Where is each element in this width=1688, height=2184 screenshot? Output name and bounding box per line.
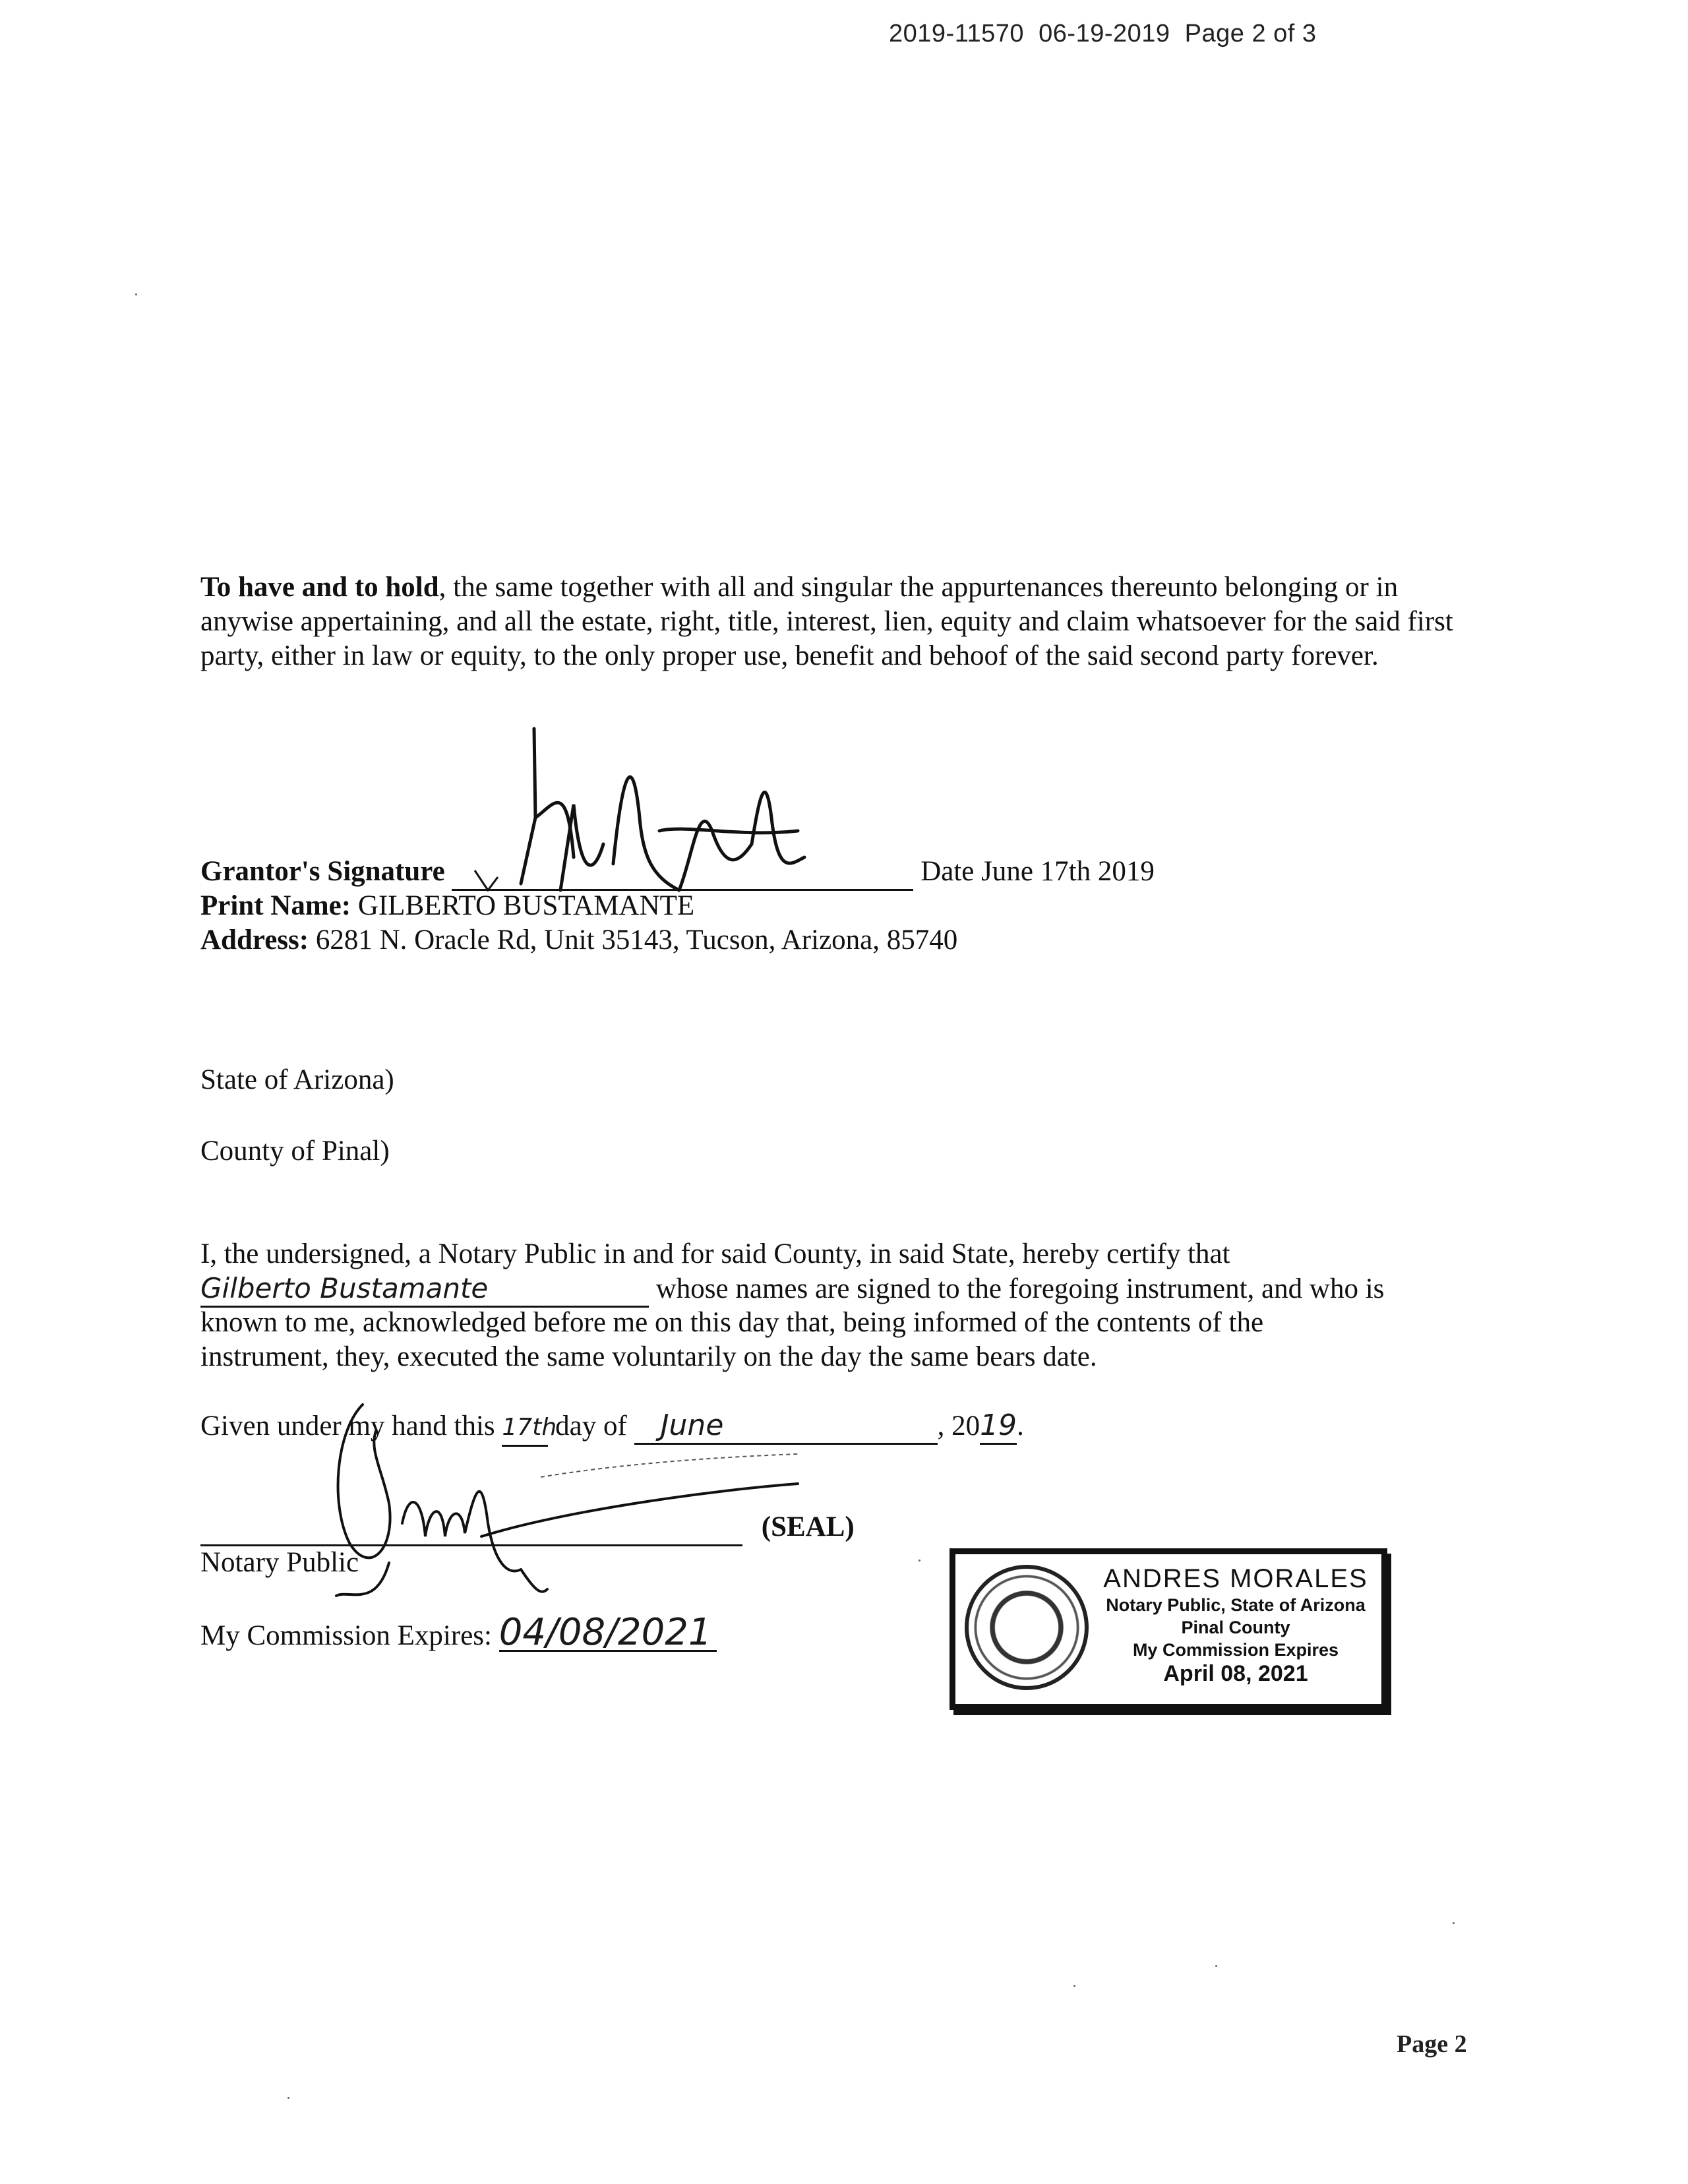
given-year: 19 [980, 1409, 1017, 1445]
notary-signature-blank [200, 1510, 742, 1546]
given-month: June [634, 1409, 938, 1445]
venue-state: State of Arizona) [200, 1064, 394, 1095]
habendum-text: , the same together with all and singular the appurtenances thereunto belonging or in anywise appertaining, and all the estate, right, title, interest, lien, equity and claim whatsoever for the said first party, either in law or equity, to the only proper use, benefit and behoof of the said second party forever. [200, 572, 1453, 671]
ack-handwritten-name: Gilberto Bustamante [200, 1271, 649, 1308]
notary-title: Notary Public [200, 1547, 359, 1578]
ack-line-4: instrument, they, executed the same voluntarily on the day the same bears date. [200, 1341, 1097, 1372]
grantor-signature-label: Grantor's Signature [200, 856, 445, 887]
commission-line [200, 1611, 717, 1654]
grantor-date: Date June 17th 2019 [920, 856, 1155, 887]
scan-speck [287, 2097, 289, 2099]
given-suffix: . [1017, 1410, 1024, 1441]
notary-stamp-text [1087, 1563, 1384, 1686]
stamp-line-1: Notary Public, State of Arizona [1106, 1595, 1366, 1615]
habendum-lead: To have and to hold [200, 572, 439, 603]
scan-speck [135, 293, 137, 295]
stamp-line-4: April 08, 2021 [1163, 1661, 1308, 1686]
notary-signature-line [200, 1510, 855, 1546]
scan-speck [1453, 1922, 1455, 1924]
address-label: Address: [200, 925, 309, 956]
commission-date: 04/08/2021 [499, 1616, 717, 1652]
given-day-of: day of [555, 1410, 627, 1441]
ack-line-2 [200, 1271, 1384, 1308]
recording-stamp: 2019-11570 06-19-2019 Page 2 of 3 [889, 20, 1317, 47]
address-line [200, 923, 957, 957]
notary-signature-scribble [290, 1391, 884, 1609]
given-prefix: Given under my hand this [200, 1410, 495, 1441]
ack-line-2-tail: whose names are signed to the foregoing instrument, and who is [655, 1273, 1385, 1304]
commission-label: My Commission Expires: [200, 1620, 492, 1651]
given-year-prefix: , 20 [937, 1410, 980, 1441]
scan-speck [1073, 1985, 1075, 1987]
habendum-paragraph [200, 570, 1473, 673]
notary-stamp [950, 1548, 1387, 1710]
grantor-signature-line [200, 855, 1155, 891]
print-name-line [200, 889, 694, 923]
page-number: Page 2 [1397, 2030, 1467, 2058]
arizona-seal-icon [965, 1565, 1089, 1690]
stamp-line-3: My Commission Expires [1132, 1640, 1339, 1660]
print-name-value: GILBERTO BUSTAMANTE [357, 890, 695, 921]
stamp-notary-name: ANDRES MORALES [1103, 1564, 1368, 1593]
scan-speck [919, 1560, 920, 1562]
ack-line-1: I, the undersigned, a Notary Public in and for said County, in said State, hereby certify that [200, 1238, 1230, 1269]
given-day: 17th [502, 1410, 548, 1447]
address-value: 6281 N. Oracle Rd, Unit 35143, Tucson, Arizona, 85740 [315, 925, 958, 956]
venue-county: County of Pinal) [200, 1136, 390, 1167]
ack-line-3: known to me, acknowledged before me on this day that, being informed of the contents of the [200, 1307, 1264, 1338]
stamp-line-2: Pinal County [1181, 1618, 1290, 1637]
seal-label: (SEAL) [761, 1511, 855, 1542]
grantor-signature-blank [452, 855, 913, 891]
print-name-label: Print Name: [200, 890, 351, 921]
scan-speck [1215, 1965, 1217, 1967]
